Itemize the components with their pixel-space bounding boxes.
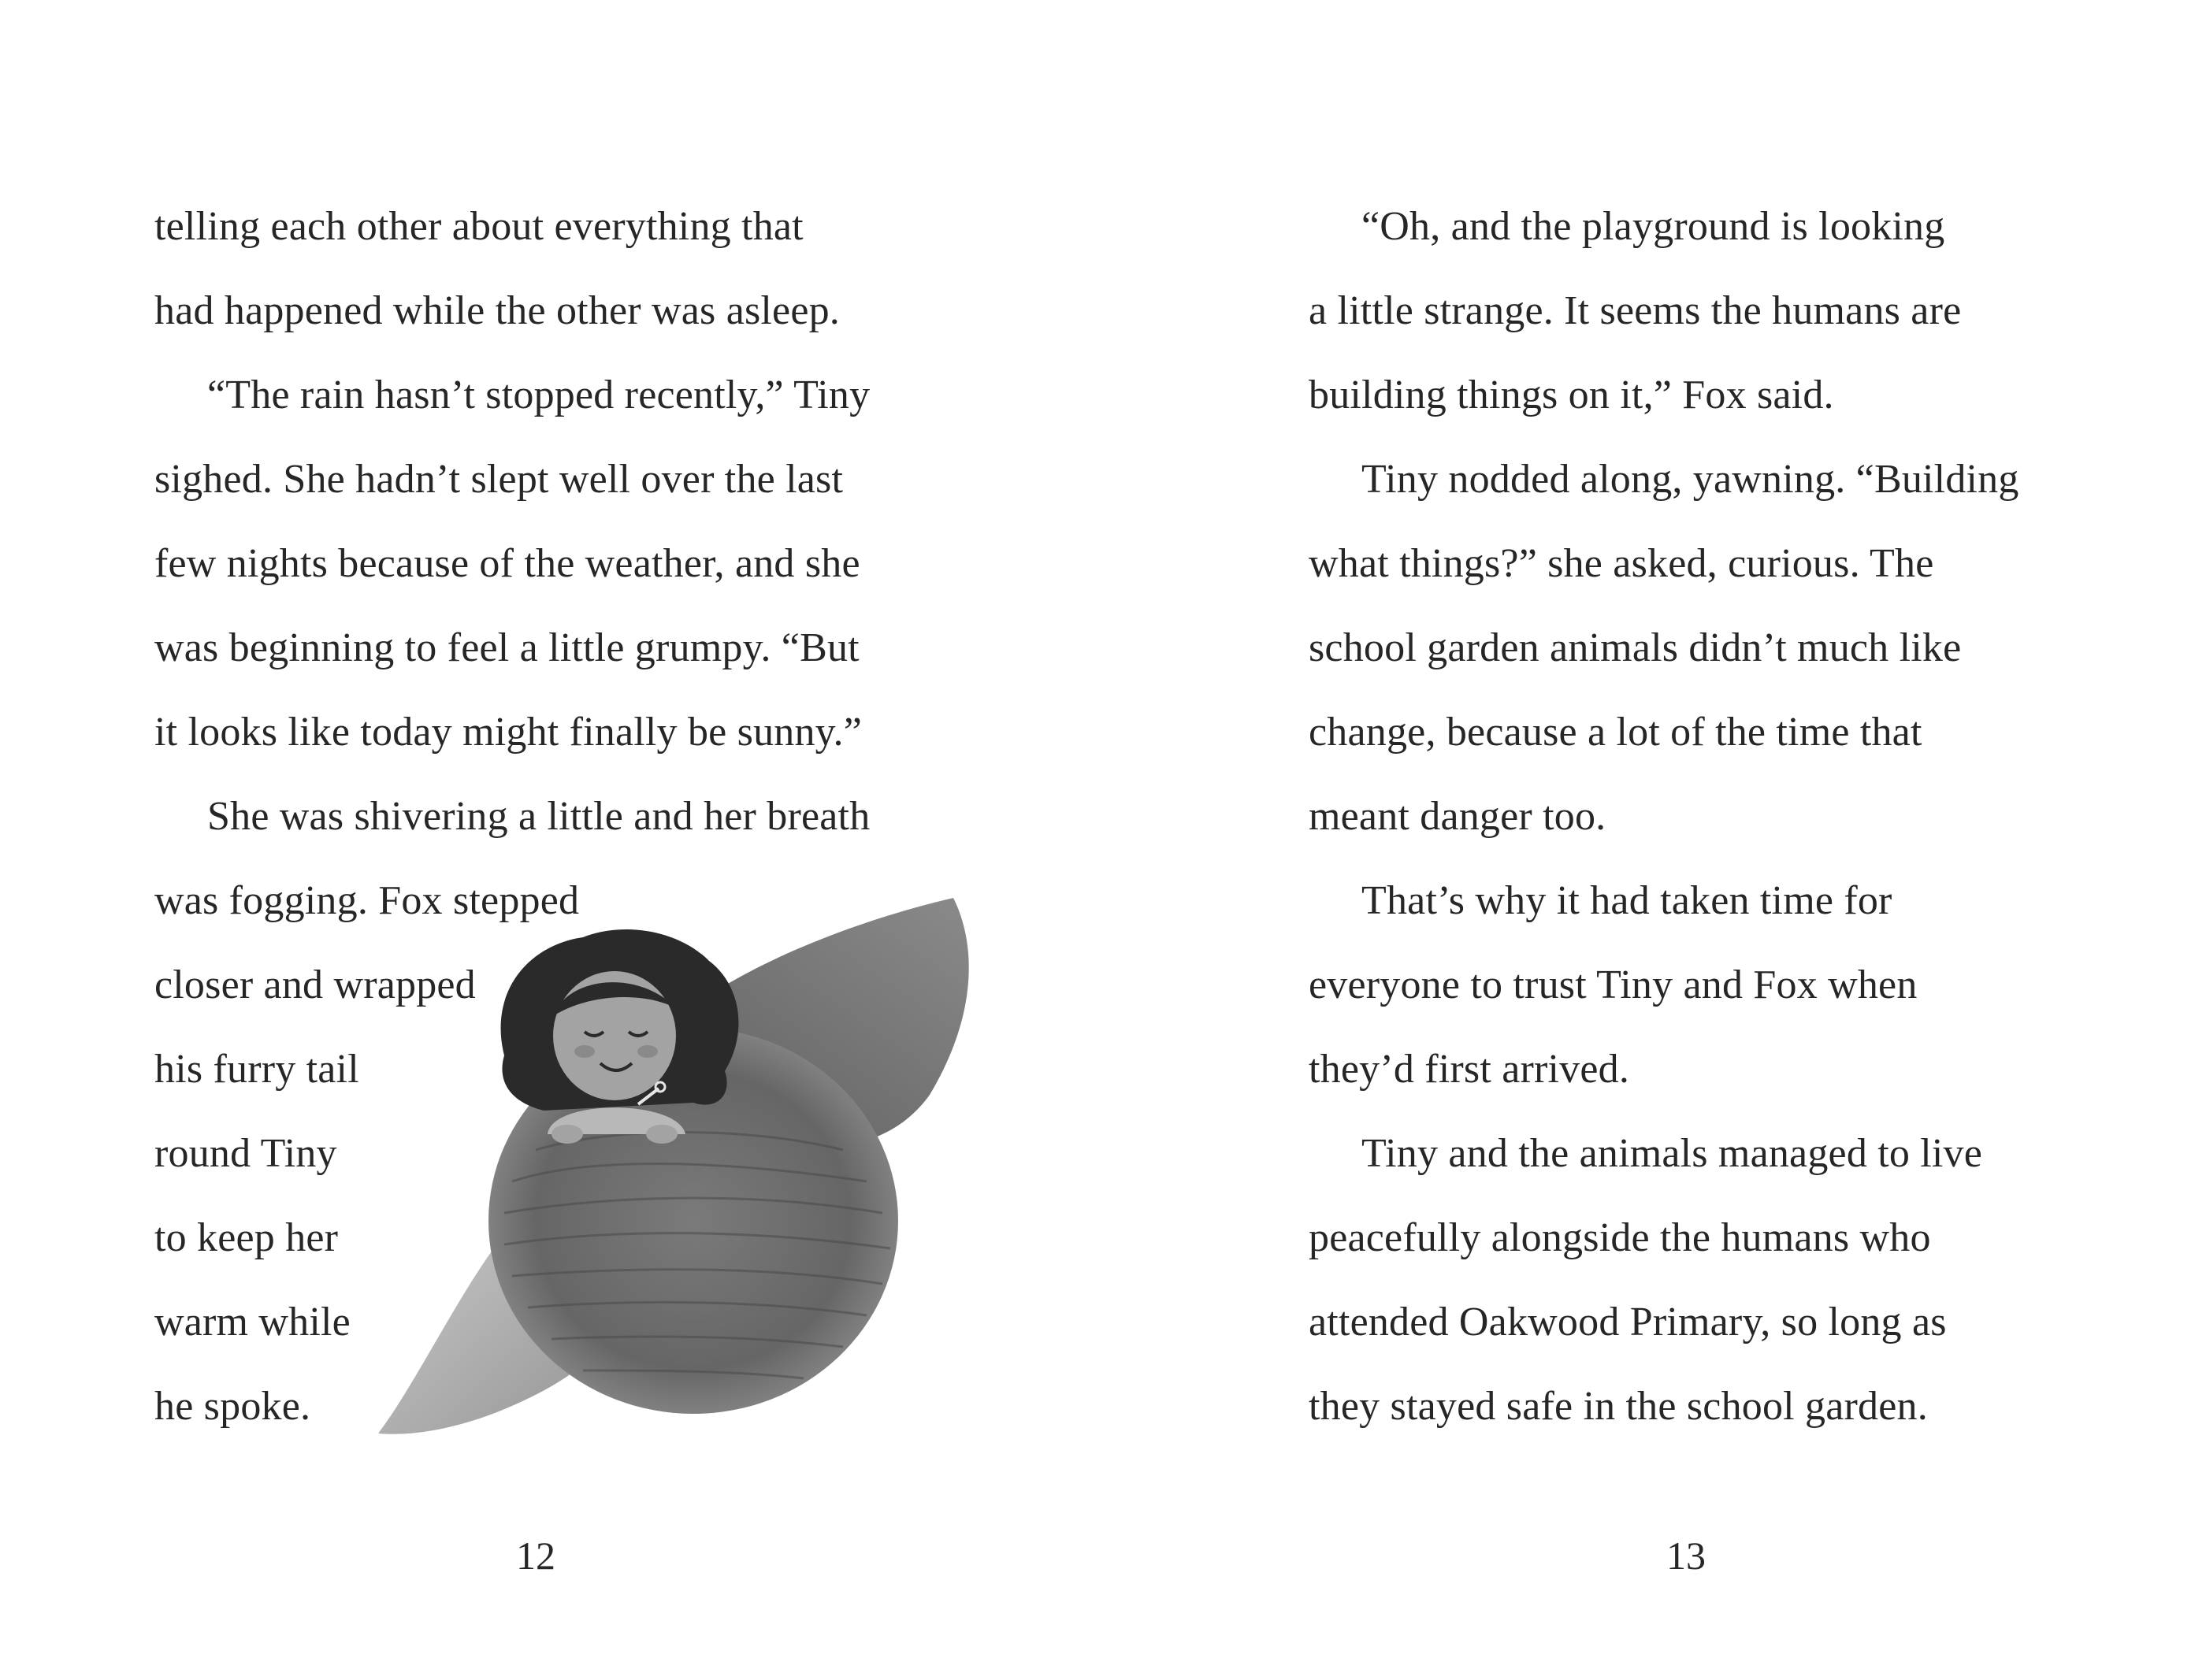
text-line: peacefully alongside the humans who <box>1309 1215 1931 1260</box>
text-line: “The rain hasn’t stopped recently,” Tiny <box>207 373 871 417</box>
text-line: sighed. She hadn’t slept well over the last <box>154 457 844 502</box>
text-line: That’s why it had taken time for <box>1361 878 1892 923</box>
text-line: Tiny and the animals managed to live <box>1361 1131 1983 1176</box>
text-line: what things?” she asked, curious. The <box>1309 541 1934 586</box>
text-line: round Tiny <box>154 1131 337 1176</box>
page-number: 13 <box>1666 1534 1706 1578</box>
text-line: change, because a lot of the time that <box>1309 710 1922 755</box>
text-line: telling each other about everything that <box>154 204 804 249</box>
text-line: She was shivering a little and her breath <box>207 794 871 839</box>
text-line: he spoke. <box>154 1384 311 1429</box>
text-line: they’d first arrived. <box>1309 1047 1630 1092</box>
text-line: to keep her <box>154 1215 339 1260</box>
text-line: building things on it,” Fox said. <box>1309 373 1834 417</box>
page-number: 12 <box>516 1534 555 1578</box>
text-line: was fogging. Fox stepped <box>154 878 580 923</box>
girl-wrapped-in-fox-tail-illustration <box>378 898 1048 1449</box>
text-line: “Oh, and the playground is looking <box>1361 204 1945 249</box>
text-line: attended Oakwood Primary, so long as <box>1309 1300 1947 1344</box>
text-line: was beginning to feel a little grumpy. “But <box>154 625 860 670</box>
text-line: it looks like today might finally be sunny.” <box>154 710 862 755</box>
text-line: meant danger too. <box>1309 794 1606 839</box>
text-line: Tiny nodded along, yawning. “Building <box>1361 457 2019 502</box>
text-line: his furry tail <box>154 1047 359 1092</box>
text-line: warm while <box>154 1300 351 1344</box>
text-line: had happened while the other was asleep. <box>154 288 841 333</box>
right-page <box>1103 0 2206 1680</box>
text-line: school garden animals didn’t much like <box>1309 625 1962 670</box>
text-line: few nights because of the weather, and she <box>154 541 860 586</box>
text-line: everyone to trust Tiny and Fox when <box>1309 962 1918 1007</box>
text-line: closer and wrapped <box>154 962 476 1007</box>
text-line: a little strange. It seems the humans are <box>1309 288 1962 333</box>
text-line: they stayed safe in the school garden. <box>1309 1384 1928 1429</box>
